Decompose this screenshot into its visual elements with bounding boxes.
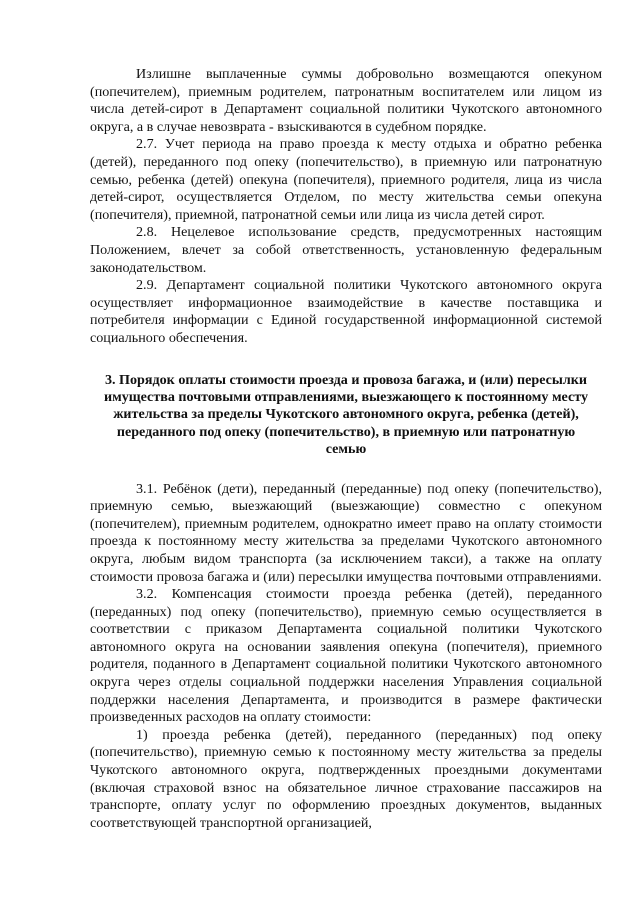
paragraph-3-2: 3.2. Компенсация стоимости проезда ребенка (детей), переданного (переданных) под опеку (попечительство), приемную семью осуществляется в соответствии с приказом Департамента социальной политики Чукотского автономного округа на основании заявления опекуна (попечителя), приемного родителя, поданного в Департамент социальной политики Чукотского автономного округа через отделы социальной поддержки населения Управления социальной поддержки населения Департамента, и производится в размере фактически произведенных расходов на оплату стоимости: (90, 586, 602, 726)
paragraph-3-2-item-1: 1) проезда ребенка (детей), переданного (переданных) под опеку (попечительство), приемную семью к постоянному месту жительства за пределы Чукотского автономного округа, подтвержденных проездными документами (включая страховой взнос на обязательное личное страхование пассажиров на транспорте, оплату услуг по оформлению проездных документов, выданных соответствующей транспортной организацией, (90, 726, 602, 831)
paragraph-overpayment-refund: Излишне выплаченные суммы добровольно возмещаются опекуном (попечителем), приемным родителем, патронатным воспитателем или лицом из числа детей-сирот в Департамент социальной политики Чукотского автономного округа, а в случае невозврата - взыскиваются в судебном порядке. (90, 66, 602, 135)
section-3-heading (98, 372, 594, 459)
paragraph-3-1: 3.1. Ребёнок (дети), переданный (переданные) под опеку (попечительство), приемную семью, выезжающий (выезжающие) совместно с опекуном (попечителем), приемным родителем, однократно имеет право на оплату стоимости проезда к постоянному месту жительства за пределами Чукотского автономного округа, любым видом транспорта (за исключением такси), а также на оплату стоимости провоза багажа и (или) пересылки имущества почтовыми отправлениями. (90, 480, 602, 585)
document-body (90, 66, 602, 832)
paragraph-2-8: 2.8. Нецелевое использование средств, предусмотренных настоящим Положением, влечет за собой ответственность, установленную федеральным законодательством. (90, 224, 602, 276)
section-3-heading-text: 3. Порядок оплаты стоимости проезда и провоза багажа, и (или) пересылки имущества почтовыми отправлениями, выезжающего к постоянному месту жительства за пределы Чукотского автономного округа, ребенка (детей), переданного под опеку (попечительство), в приемную или патронатную семью (103, 371, 589, 458)
paragraph-2-7: 2.7. Учет периода на право проезда к месту отдыха и обратно ребенка (детей), переданного под опеку (попечительство), в приемную или патронатную семью, ребенка (детей) опекуна (попечителя), приемного родителя, лица из числа детей-сирот, осуществляется Отделом, по месту жительства семьи опекуна (попечителя), приемной, патронатной семьи или лица из числа детей сирот. (90, 136, 602, 223)
paragraph-2-9: 2.9. Департамент социальной политики Чукотского автономного округа осуществляет информационное взаимодействие в качестве поставщика и потребителя информации с Единой государственной информационной системой социального обеспечения. (90, 277, 602, 346)
